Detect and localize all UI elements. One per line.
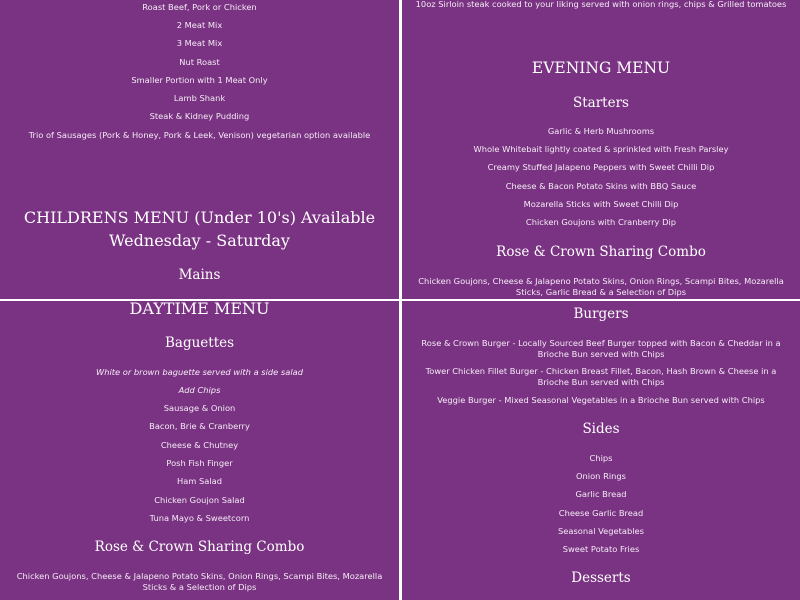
menu-item: Nut Roast	[179, 57, 220, 67]
evening-menu-title: EVENING MENU	[531, 59, 671, 77]
menu-item: Tuna Mayo & Sweetcorn	[149, 513, 250, 523]
menu-item: Creamy Stuffed Jalapeno Peppers with Sweet Chilli Dip	[487, 162, 715, 172]
menu-item: Ham Salad	[176, 476, 223, 486]
menu-item: Sausage & Onion	[163, 403, 236, 413]
childrens-menu-title: CHILDRENS MENU (Under 10's) Available Wednesday - Saturday	[23, 208, 376, 250]
sharing-combo-text: Chicken Goujons, Cheese & Jalapeno Potato Skins, Onion Rings, Scampi Bites, Mozarella Sticks & a Selection of Dips	[16, 571, 383, 592]
menu-item: Sweet Potato Fries	[562, 544, 640, 554]
menu-item: Rose & Crown Burger - Locally Sourced Beef Burger topped with Bacon & Cheddar in a Brioche Bun served with Chips	[421, 338, 781, 359]
menu-item: Onion Rings	[576, 471, 626, 481]
menu-item: Roast Beef, Pork or Chicken	[142, 2, 257, 12]
sunday-roast-panel	[0, 0, 399, 299]
desserts-heading: Desserts	[571, 570, 631, 586]
sharing-combo-heading: Rose & Crown Sharing Combo	[496, 244, 706, 260]
menu-item: Mozarella Sticks with Sweet Chilli Dip	[523, 199, 679, 209]
menu-item: Lamb Shank	[173, 93, 226, 103]
menu-item: Smaller Portion with 1 Meat Only	[131, 75, 268, 85]
menu-item: Chicken Goujons with Cranberry Dip	[525, 217, 677, 227]
menu-item: Cheese & Chutney	[160, 440, 239, 450]
menu-item: Tower Chicken Fillet Burger - Chicken Breast Fillet, Bacon, Hash Brown & Cheese in a Brioche Bun served with Chips	[425, 366, 777, 387]
menu-item: Trio of Sausages (Pork & Honey, Pork & Leek, Venison) vegetarian option available	[28, 130, 371, 140]
sides-heading: Sides	[582, 421, 620, 437]
daytime-menu-title: DAYTIME MENU	[129, 301, 270, 318]
mains-heading: Mains	[178, 267, 221, 283]
menu-item: Steak & Kidney Pudding	[149, 111, 250, 121]
burgers-heading: Burgers	[573, 306, 629, 322]
sharing-combo-heading: Rose & Crown Sharing Combo	[94, 539, 305, 555]
menu-item: Cheese & Bacon Potato Skins with BBQ Sauce	[505, 181, 697, 191]
daytime-menu-panel	[0, 301, 399, 600]
sharing-combo-text: Chicken Goujons, Cheese & Jalapeno Potato Skins, Onion Rings, Scampi Bites, Mozarella Sticks, Garlic Bread & a Selection of Dips	[418, 276, 784, 297]
menu-item: Chips	[589, 453, 613, 463]
menu-item: Seasonal Vegetables	[558, 526, 644, 536]
menu-item: Posh Fish Finger	[166, 458, 233, 468]
starters-heading: Starters	[573, 95, 629, 111]
menu-item: Whole Whitebait lightly coated & sprinkled with Fresh Parsley	[473, 144, 729, 154]
menu-item: 10oz Sirloin steak cooked to your liking served with onion rings, chips & Grilled tomatoes	[415, 0, 787, 9]
burgers-sides-panel	[402, 301, 800, 600]
baguettes-heading: Baguettes	[164, 335, 235, 351]
evening-menu-panel	[402, 0, 800, 299]
baguette-note: White or brown baguette served with a side salad	[96, 367, 303, 377]
menu-item: Garlic & Herb Mushrooms	[547, 126, 655, 136]
menu-item: Bacon, Brie & Cranberry	[149, 421, 250, 431]
menu-item: Chicken Goujon Salad	[154, 495, 245, 505]
menu-item: Cheese Garlic Bread	[558, 508, 644, 518]
menu-item: 2 Meat Mix	[176, 20, 223, 30]
menu-item: Veggie Burger - Mixed Seasonal Vegetables in a Brioche Bun served with Chips	[437, 395, 765, 405]
menu-item: 3 Meat Mix	[176, 38, 223, 48]
menu-item: Garlic Bread	[575, 489, 627, 499]
add-chips-note: Add Chips	[178, 385, 221, 395]
